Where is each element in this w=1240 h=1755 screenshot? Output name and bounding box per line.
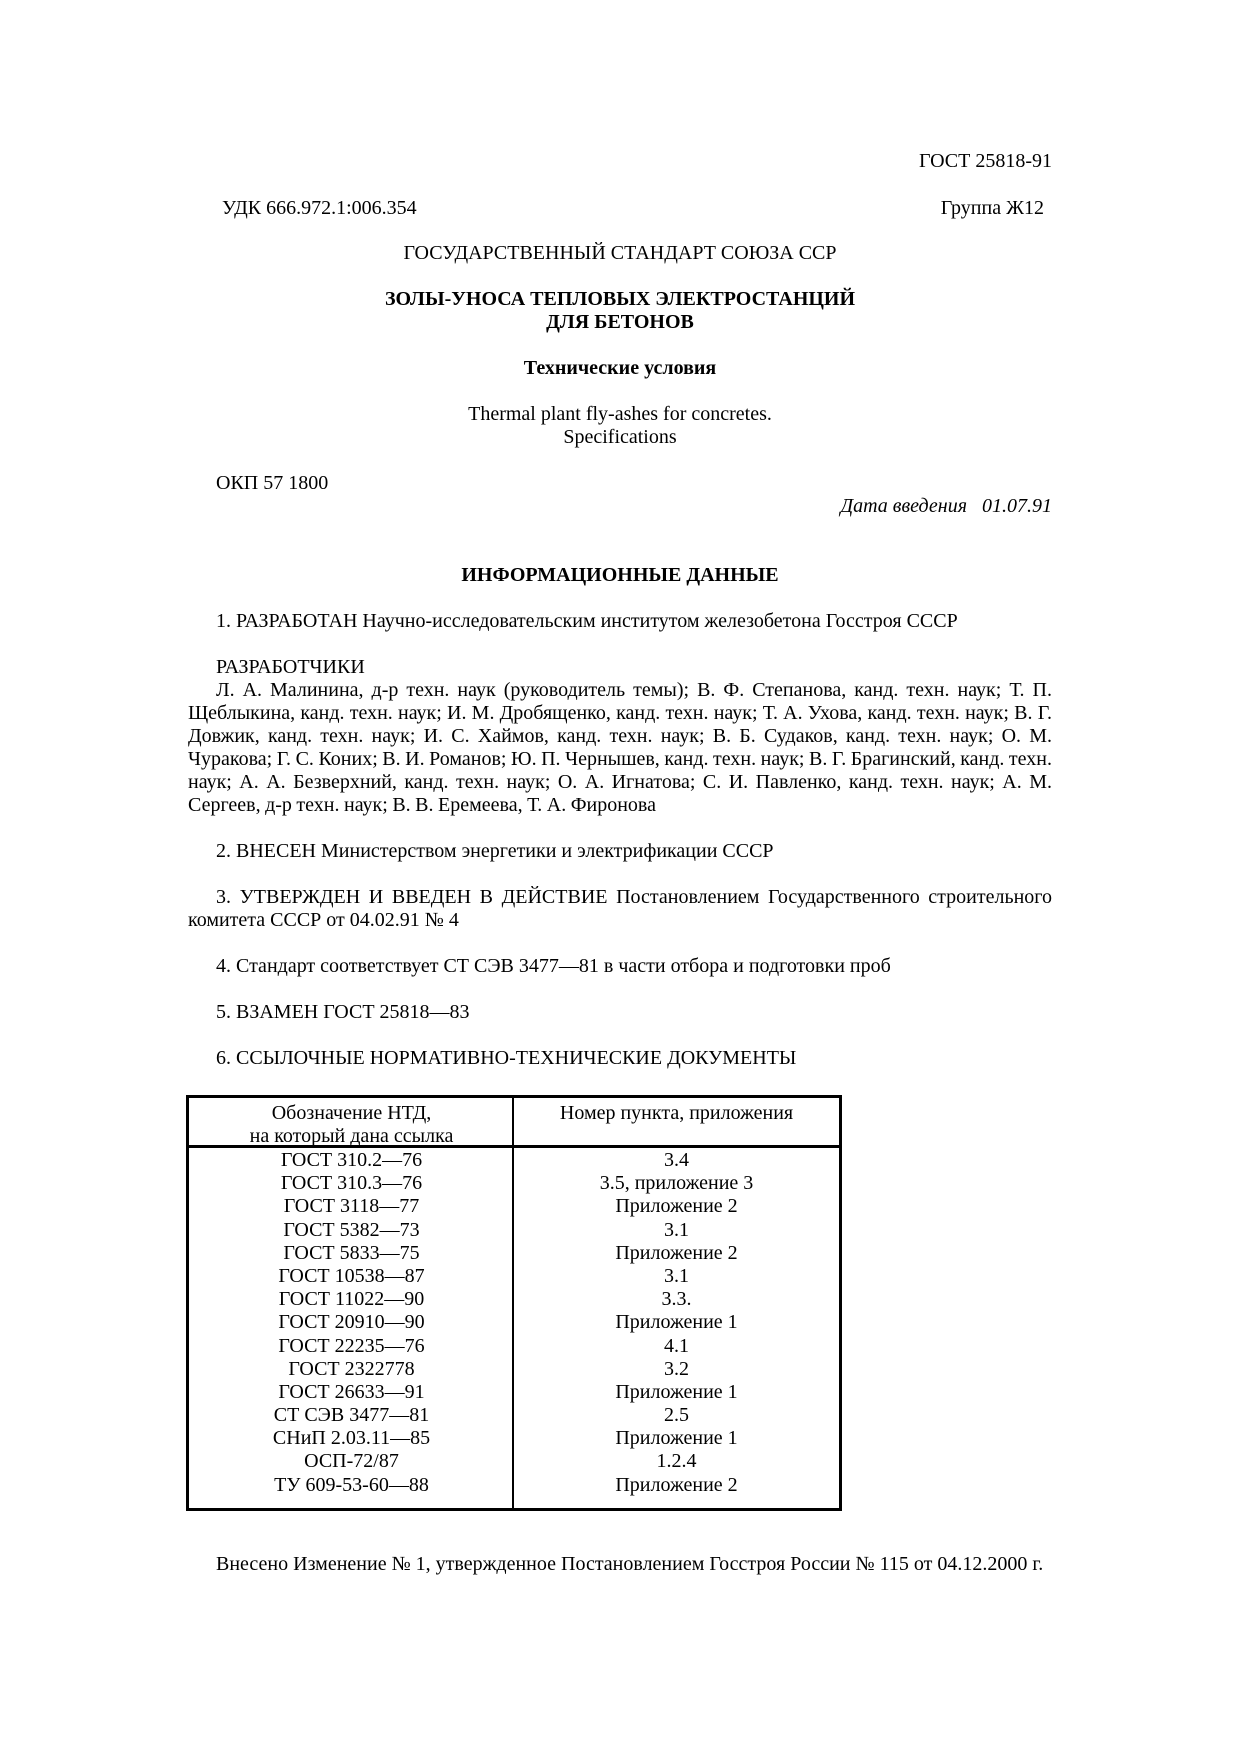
table-cell-reference: Приложение 1 xyxy=(615,1380,738,1403)
table-cell-reference: Приложение 2 xyxy=(615,1473,738,1496)
table-row xyxy=(189,1219,839,1242)
table-cell-reference: Приложение 2 xyxy=(615,1195,738,1218)
table-cell-reference: 4.1 xyxy=(664,1334,689,1357)
table-row xyxy=(189,1195,839,1218)
table-cell-reference: 3.1 xyxy=(664,1264,689,1287)
table-cell-document: ГОСТ 26633—91 xyxy=(278,1380,425,1403)
info-heading: ИНФОРМАЦИОННЫЕ ДАННЫЕ xyxy=(461,564,779,586)
info-item-2: 2. ВНЕСЕН Министерством энергетики и электрификации СССР xyxy=(216,840,774,862)
info-item-3: 3. УТВЕРЖДЕН И ВВЕДЕН В ДЕЙСТВИЕ Постановлением Государственного строительного комитета СССР от 04.02.91 № 4 xyxy=(188,886,1052,931)
developers-list: Л. А. Малинина, д-р техн. наук (руководитель темы); В. Ф. Степанова, канд. техн. наук; Т. П. Щеблыкина, канд. техн. наук; И. М. Дробященко, канд. техн. наук; Т. А. Ухова, канд. техн. наук; В. Г. Довжик, канд. техн. наук; И. С. Хаймов, канд. техн. наук; В. Б. Судаков, канд. техн. наук; О. М. Чуракова; Г. С. Коних; В. И. Романов; Ю. П. Чернышев, канд. техн. наук; В. Г. Брагинский, канд. техн. наук; А. А. Безверхний, канд. техн. наук; О. А. Игнатова; С. И. Павленко, канд. техн. наук; А. М. Сергеев, д-р техн. наук; В. В. Еремеева, Т. А. Фиронова xyxy=(188,679,1052,816)
title-line-1: ЗОЛЫ-УНОСА ТЕПЛОВЫХ ЭЛЕКТРОСТАНЦИЙ xyxy=(384,288,856,310)
amendment-note: Внесено Изменение № 1, утвержденное Постановлением Госстроя России № 115 от 04.12.2000 г. xyxy=(216,1553,1044,1575)
subtitle: Технические условия xyxy=(523,357,717,379)
table-cell-document: ГОСТ 20910—90 xyxy=(278,1311,425,1334)
table-row xyxy=(189,1172,839,1195)
table-cell-reference: Приложение 1 xyxy=(615,1427,738,1450)
okp-code: ОКП 57 1800 xyxy=(216,472,329,494)
info-item-4: 4. Стандарт соответствует СТ СЭВ 3477—81 в части отбора и подготовки проб xyxy=(216,955,891,977)
group-code: Группа Ж12 xyxy=(940,197,1044,219)
standard-type: ГОСУДАРСТВЕННЫЙ СТАНДАРТ СОЮЗА ССР xyxy=(403,242,837,264)
table-cell-document: ГОСТ 11022—90 xyxy=(278,1288,425,1311)
table-body xyxy=(189,1149,839,1497)
table-cell-reference: 2.5 xyxy=(664,1404,689,1427)
table-row xyxy=(189,1311,839,1334)
table-header-col2: Номер пункта, приложения xyxy=(559,1102,794,1124)
table-row xyxy=(189,1381,839,1404)
developers-label: РАЗРАБОТЧИКИ xyxy=(216,656,365,678)
gost-number: ГОСТ 25818-91 xyxy=(919,150,1052,172)
title-en-line-1: Thermal plant fly-ashes for concretes. xyxy=(468,403,772,425)
table-cell-reference: Приложение 1 xyxy=(615,1311,738,1334)
table-cell-document: ГОСТ 2322778 xyxy=(288,1357,415,1380)
table-row xyxy=(189,1149,839,1172)
reference-documents-table xyxy=(186,1095,842,1511)
table-row xyxy=(189,1404,839,1427)
table-cell-reference: 3.4 xyxy=(664,1149,689,1171)
table-cell-reference: 3.5, приложение 3 xyxy=(599,1172,754,1195)
table-header-divider xyxy=(189,1145,839,1148)
table-cell-document: ГОСТ 310.2—76 xyxy=(280,1149,423,1171)
date-label: Дата введения xyxy=(840,495,967,517)
table-cell-reference: 3.2 xyxy=(664,1357,689,1380)
table-header-col1: Обозначение НТД, на который дана ссылка xyxy=(249,1102,454,1147)
table-cell-reference: 1.2.4 xyxy=(656,1450,697,1473)
table-row xyxy=(189,1450,839,1473)
table-cell-document: ГОСТ 5382—73 xyxy=(283,1218,420,1241)
table-cell-document: ГОСТ 5833—75 xyxy=(283,1241,420,1264)
table-cell-document: ТУ 609-53-60—88 xyxy=(274,1473,429,1496)
table-row xyxy=(189,1335,839,1358)
table-row xyxy=(189,1288,839,1311)
table-cell-document: ГОСТ 3118—77 xyxy=(283,1195,420,1218)
table-row xyxy=(189,1358,839,1381)
table-row xyxy=(189,1242,839,1265)
info-item-1: 1. РАЗРАБОТАН Научно-исследовательским институтом железобетона Госстроя СССР xyxy=(216,610,958,632)
info-item-6: 6. ССЫЛОЧНЫЕ НОРМАТИВНО-ТЕХНИЧЕСКИЕ ДОКУМЕНТЫ xyxy=(216,1047,797,1069)
title-en-line-2: Specifications xyxy=(563,426,677,448)
info-item-5: 5. ВЗАМЕН ГОСТ 25818—83 xyxy=(216,1001,470,1023)
table-row xyxy=(189,1265,839,1288)
table-cell-reference: Приложение 2 xyxy=(615,1241,738,1264)
table-cell-document: ГОСТ 10538—87 xyxy=(278,1264,425,1287)
table-cell-document: ОСП-72/87 xyxy=(304,1450,399,1473)
table-cell-document: СТ СЭВ 3477—81 xyxy=(273,1404,430,1427)
table-cell-document: ГОСТ 310.3—76 xyxy=(280,1172,423,1195)
table-cell-reference: 3.1 xyxy=(664,1218,689,1241)
date-value: 01.07.91 xyxy=(982,495,1052,517)
table-row xyxy=(189,1427,839,1450)
table-cell-reference: 3.3. xyxy=(661,1288,692,1311)
table-cell-document: ГОСТ 22235—76 xyxy=(278,1334,425,1357)
table-row xyxy=(189,1474,839,1497)
table-cell-document: СНиП 2.03.11—85 xyxy=(272,1427,431,1450)
introduction-date xyxy=(700,495,1052,518)
title-line-2: ДЛЯ БЕТОНОВ xyxy=(546,311,694,333)
udk-code: УДК 666.972.1:006.354 xyxy=(222,197,417,219)
